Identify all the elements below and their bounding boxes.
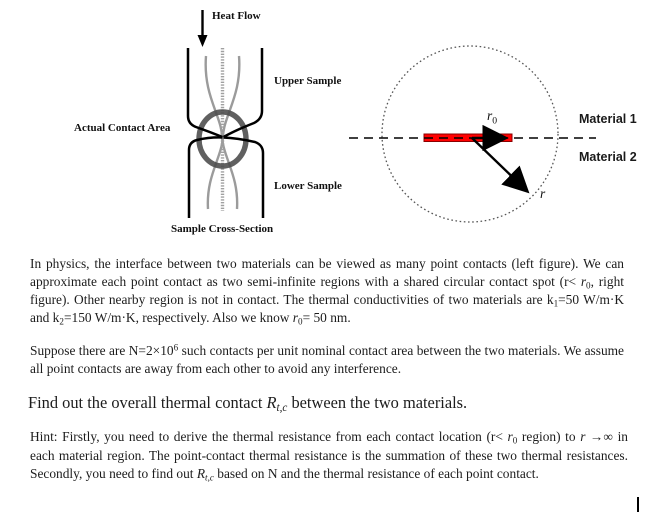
upper-sample-label: Upper Sample: [274, 75, 342, 87]
material2-label: Material 2: [579, 150, 637, 164]
r-radius-arrow: [472, 138, 526, 190]
lower-sample-label: Lower Sample: [274, 180, 342, 192]
paragraph-contact-density[interactable]: Suppose there are $N=2\times 10^6$ such contacts per unit nominal contact area between the two materials. We assume all point contacts are away from each other to avoid any interference.: [30, 342, 624, 376]
paragraph-problem-setup[interactable]: In physics, the interface between two materials can be viewed as many point contacts (left figure). We can approximate each point contact as two semi-infinite regions with a shared circular contact spot ($r< r_0$, right figure). Other nearby region is not in contact. The thermal conductivities of two materials are $k_1=50$ W/m·K and $k_2=150$ W/m·K, respectively. Also we know $r_0= 50$ nm.: [30, 256, 625, 327]
heat-flow-label: Heat Flow: [212, 10, 261, 22]
r-label: r: [540, 186, 546, 201]
paragraph-hint[interactable]: Hint: Firstly, you need to derive the thermal resistance from each contact location ($r< r_0$ region) to r →∞ in each material region. The point-contact thermal resistance is the summation of these two thermal resistances. Secondly, you need to find out $R_{t,c}$ based on N and the thermal resistance of each point contact.: [30, 429, 628, 483]
text-cursor: [637, 497, 639, 512]
sample-cross-section-caption: Sample Cross-Section: [171, 223, 274, 235]
question-statement[interactable]: Find out the overall thermal contact $R_{t,c}$ between the two materials.: [28, 393, 468, 415]
heat-flow-arrow: [198, 10, 208, 47]
actual-contact-area-label: Actual Contact Area: [74, 122, 171, 134]
material1-label: Material 1: [579, 112, 637, 126]
r0-label: $r_0$: [487, 108, 498, 127]
